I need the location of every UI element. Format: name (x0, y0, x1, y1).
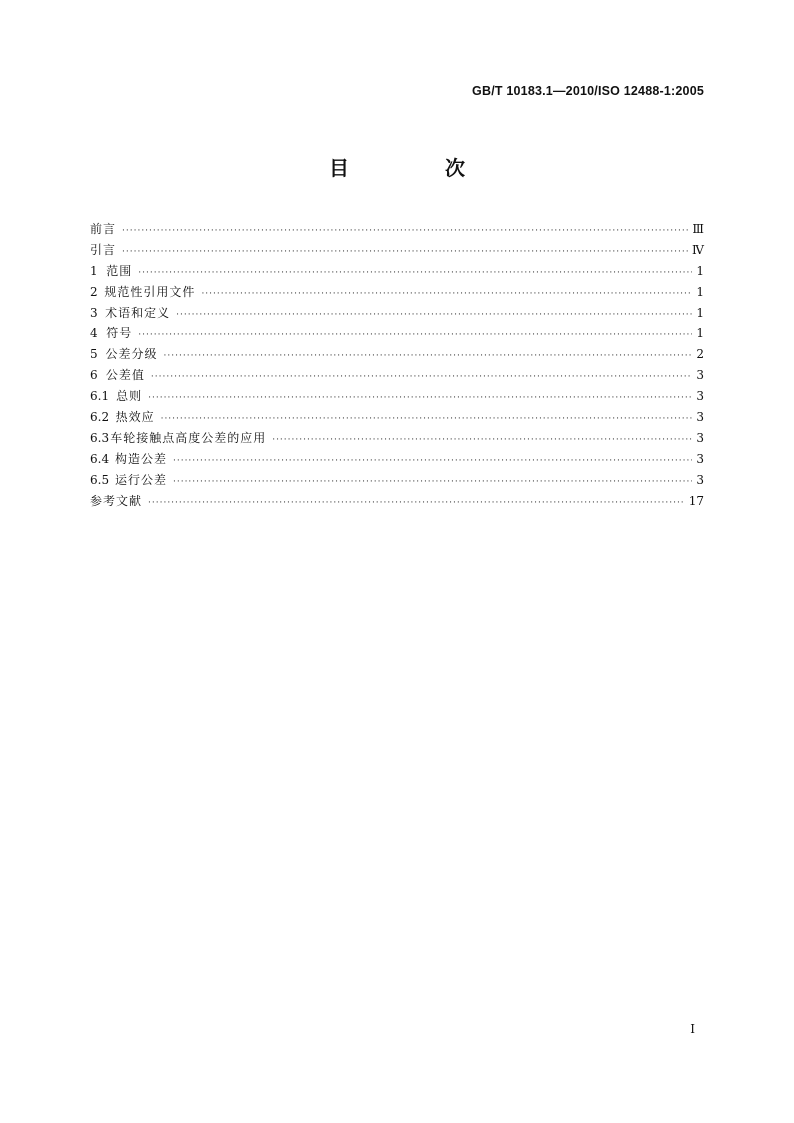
toc-entry-number: 2 (90, 284, 98, 299)
toc-entry-label: 引言 (90, 242, 117, 257)
toc-entry-foreword[interactable] (90, 219, 704, 240)
toc-entry-page: 2 (696, 347, 704, 362)
toc-entry-5[interactable] (90, 344, 704, 365)
toc-entry-label: 车轮接触点高度公差的应用 (110, 430, 267, 445)
toc-dot-leader (173, 451, 692, 472)
toc-entry-label: 符号 (106, 326, 133, 341)
toc-entry-page: 1 (696, 284, 704, 299)
page-folio: I (690, 1022, 695, 1036)
toc-entry-number: 6.5 (90, 472, 110, 487)
toc-entry-label: 公差分级 (105, 347, 158, 362)
toc-entry-bibliography[interactable] (90, 491, 704, 512)
toc-dot-leader (148, 493, 685, 514)
toc-entry-number: 3 (90, 305, 98, 320)
toc-dot-leader (122, 242, 688, 263)
toc-entry-page: 1 (696, 305, 704, 320)
toc-entry-label: 运行公差 (114, 472, 167, 487)
table-of-contents (90, 219, 704, 511)
toc-entry-page: 3 (696, 410, 704, 425)
toc-entry-label: 热效应 (115, 410, 155, 425)
toc-entry-6[interactable] (90, 365, 704, 386)
toc-entry-6-5[interactable] (90, 470, 704, 491)
toc-entry-page: 3 (696, 451, 704, 466)
toc-dot-leader (164, 346, 693, 367)
toc-entry-label: 构造公差 (114, 451, 167, 466)
toc-entry-2[interactable] (90, 282, 704, 303)
toc-entry-label: 规范性引用文件 (104, 284, 196, 299)
toc-dot-leader (176, 305, 692, 326)
standard-code: GB/T 10183.1—2010/ISO 12488-1:2005 (472, 84, 704, 98)
toc-entry-page: 1 (696, 326, 704, 341)
toc-entry-label: 总则 (116, 389, 143, 404)
toc-entry-number: 6.3 (90, 430, 110, 445)
toc-dot-leader (173, 472, 692, 493)
toc-dot-leader (148, 388, 692, 409)
toc-entry-number: 5 (90, 347, 98, 362)
toc-entry-label: 前言 (90, 222, 117, 236)
toc-entry-page: 3 (696, 472, 704, 487)
toc-dot-leader (161, 409, 693, 430)
toc-dot-leader (201, 284, 692, 305)
toc-dot-leader (138, 325, 692, 346)
toc-entry-number: 1 (90, 263, 98, 278)
toc-entry-6-2[interactable] (90, 407, 704, 428)
toc-entry-page: 3 (696, 368, 704, 383)
toc-dot-leader (138, 263, 692, 284)
toc-entry-page: Ⅳ (692, 242, 704, 257)
toc-entry-1[interactable] (90, 261, 704, 282)
toc-entry-6-1[interactable] (90, 386, 704, 407)
page-title: 目 次 (329, 156, 503, 180)
toc-entry-number: 6.2 (90, 410, 110, 425)
toc-entry-4[interactable] (90, 323, 704, 344)
toc-dot-leader (272, 430, 692, 451)
toc-entry-6-3[interactable] (90, 428, 704, 449)
toc-entry-number: 6.1 (90, 389, 110, 404)
toc-entry-page: 3 (696, 389, 704, 404)
toc-entry-number: 6 (90, 368, 98, 383)
toc-entry-label: 术语和定义 (105, 305, 171, 320)
toc-entry-label: 公差值 (105, 368, 145, 383)
toc-entry-number: 4 (90, 326, 98, 341)
toc-dot-leader (151, 367, 692, 388)
toc-entry-label: 范围 (106, 263, 133, 278)
toc-entry-page: Ⅲ (692, 222, 704, 236)
toc-entry-page: 17 (688, 493, 704, 508)
toc-entry-number: 6.4 (90, 451, 110, 466)
toc-dot-leader (122, 221, 688, 242)
toc-entry-3[interactable] (90, 303, 704, 324)
toc-entry-page: 3 (696, 430, 704, 445)
toc-entry-6-4[interactable] (90, 449, 704, 470)
toc-entry-label: 参考文献 (90, 493, 143, 508)
toc-entry-page: 1 (696, 263, 704, 278)
toc-entry-introduction[interactable] (90, 240, 704, 261)
